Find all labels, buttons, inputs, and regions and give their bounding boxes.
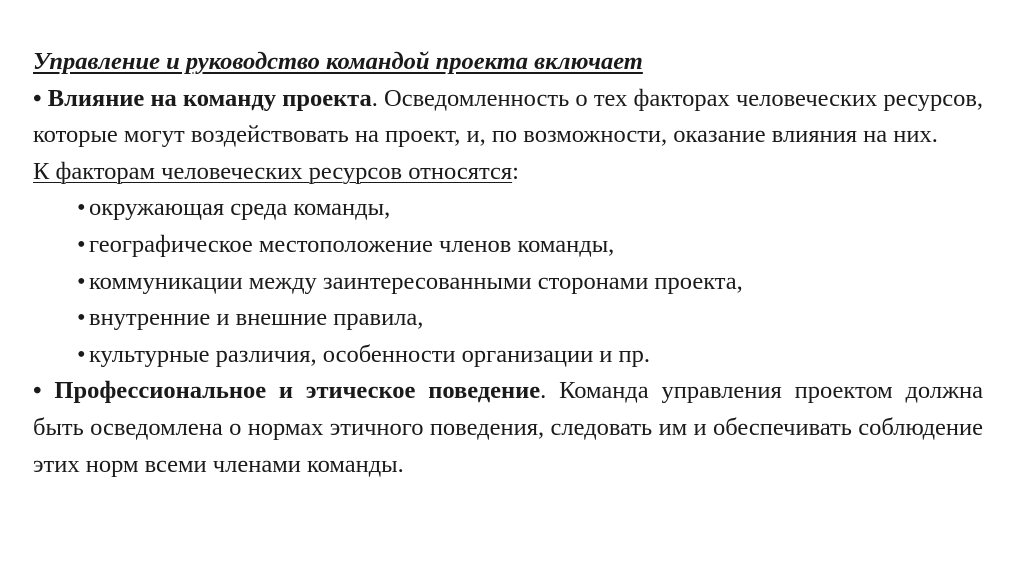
factor-item-text: культурные различия, особенности организации и пр. <box>89 340 651 368</box>
factor-item <box>77 337 983 374</box>
factors-intro <box>33 154 983 191</box>
factor-item-text: внутренние и внешние правила, <box>89 304 424 332</box>
bullet-glyph: • <box>33 377 42 405</box>
bullet-glyph: • <box>77 230 86 258</box>
bullet-glyph: • <box>77 340 86 368</box>
slide-heading: Управление и руководство командой проекта включает <box>33 48 643 75</box>
factor-item-text: географическое местоположение членов команды, <box>89 230 615 258</box>
professional-text: . Команда управления проектом должна быть осведомлена о нормах этичного поведения, следовать им и обеспечивать соблюдение этих норм всеми членами команды. <box>33 377 983 478</box>
professional-title: Профессиональное и этическое поведение <box>54 377 541 405</box>
bullet-glyph: • <box>77 304 86 332</box>
factor-item-text: коммуникации между заинтересованными сторонами проекта, <box>89 267 743 295</box>
influence-text: . Осведомленность о тех факторах человеческих ресурсов, которые могут воздействовать на проект, и, по возможности, оказание влияния на них. <box>33 84 984 149</box>
professional-paragraph <box>33 373 983 483</box>
factors-list <box>33 190 983 373</box>
bullet-glyph: • <box>33 84 42 112</box>
factors-suffix: : <box>512 157 519 185</box>
factor-item <box>77 264 983 301</box>
professional-bullet <box>33 377 540 404</box>
influence-title: Влияние на команду проекта <box>47 84 372 112</box>
factors-label: К факторам человеческих ресурсов относятся <box>33 157 513 185</box>
bullet-glyph: • <box>77 194 86 222</box>
factor-item <box>77 227 983 264</box>
influence-paragraph <box>33 81 983 154</box>
factor-item <box>77 190 983 227</box>
influence-bullet <box>33 85 372 112</box>
bullet-glyph: • <box>77 267 86 295</box>
slide-content <box>33 44 983 483</box>
factor-item <box>77 300 983 337</box>
factor-item-text: окружающая среда команды, <box>89 194 391 222</box>
